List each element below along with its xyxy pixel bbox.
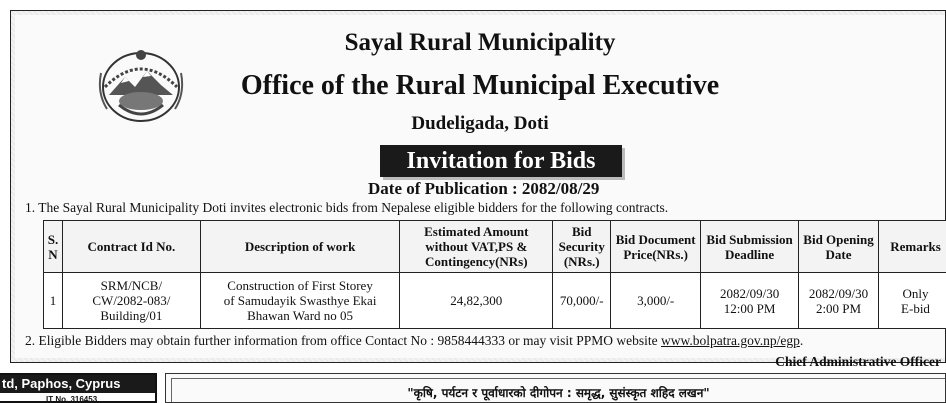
ad-left-subtext: IT No. 316453	[46, 395, 98, 403]
header-opening-date: Bid Opening Date	[799, 221, 879, 273]
cell-remarks: Only E-bid	[879, 273, 946, 329]
table-row	[44, 273, 946, 329]
municipality-name: Sayal Rural Municipality	[344, 29, 616, 56]
ppmo-website-link[interactable]: www.bolpatra.gov.np/egp	[661, 333, 800, 348]
publication-date: Date of Publication : 2082/08/29	[368, 179, 600, 198]
adjacent-notice-slogan: "कृषि, पर्यटन र पूर्वाधारको दीगोपन : समृद्ध, सुसंस्कृत शहिद लखन"	[407, 386, 710, 400]
adjacent-ad-left	[0, 373, 157, 403]
header-sn: S. N	[44, 221, 63, 273]
header-estimated-amount: Estimated Amount without VAT,PS & Contingency(NRs)	[400, 221, 553, 273]
office-location: Dudeligada, Doti	[411, 113, 549, 134]
invitation-paragraph: 1. The Sayal Rural Municipality Doti invites electronic bids from Nepalese eligible bidders for the following contracts.	[25, 200, 669, 215]
cell-document-price: 3,000/-	[611, 273, 701, 329]
adjacent-notice-frame	[171, 378, 945, 402]
header-remarks: Remarks	[879, 221, 946, 273]
office-name: Office of the Rural Municipal Executive	[240, 70, 720, 101]
header-document-price: Bid Document Price(NRs.)	[611, 221, 701, 273]
cell-sn: 1	[44, 273, 63, 329]
signature-title: Chief Administrative Officer	[775, 354, 941, 369]
adjacent-notice-right	[165, 373, 946, 403]
further-info-paragraph: 2. Eligible Bidders may obtain further information from office Contact No : 9858444333 or may visit PPMO website www.bolpatra.gov.np/egp.	[25, 333, 804, 348]
header-bid-security: Bid Security (NRs.)	[553, 221, 611, 273]
ad-left-heading: td, Paphos, Cyprus	[0, 375, 155, 393]
table-header-row	[44, 221, 946, 273]
cell-contract-id: SRM/NCB/ CW/2082-083/ Building/01	[62, 273, 200, 329]
cell-estimated-amount: 24,82,300	[400, 273, 553, 329]
contracts-table	[43, 220, 946, 329]
bid-notice-body	[15, 15, 945, 369]
bid-notice	[10, 10, 946, 369]
cell-description: Construction of First Storey of Samudayik Swasthye Ekai Bhawan Ward no 05	[200, 273, 400, 329]
cell-opening-date: 2082/09/30 2:00 PM	[799, 273, 879, 329]
cell-bid-security: 70,000/-	[553, 273, 611, 329]
header-contract-id: Contract Id No.	[62, 221, 200, 273]
header-description: Description of work	[200, 221, 400, 273]
header-submission-deadline: Bid Submission Deadline	[701, 221, 799, 273]
cell-submission-deadline: 2082/09/30 12:00 PM	[701, 273, 799, 329]
invitation-banner: Invitation for Bids	[380, 145, 622, 177]
